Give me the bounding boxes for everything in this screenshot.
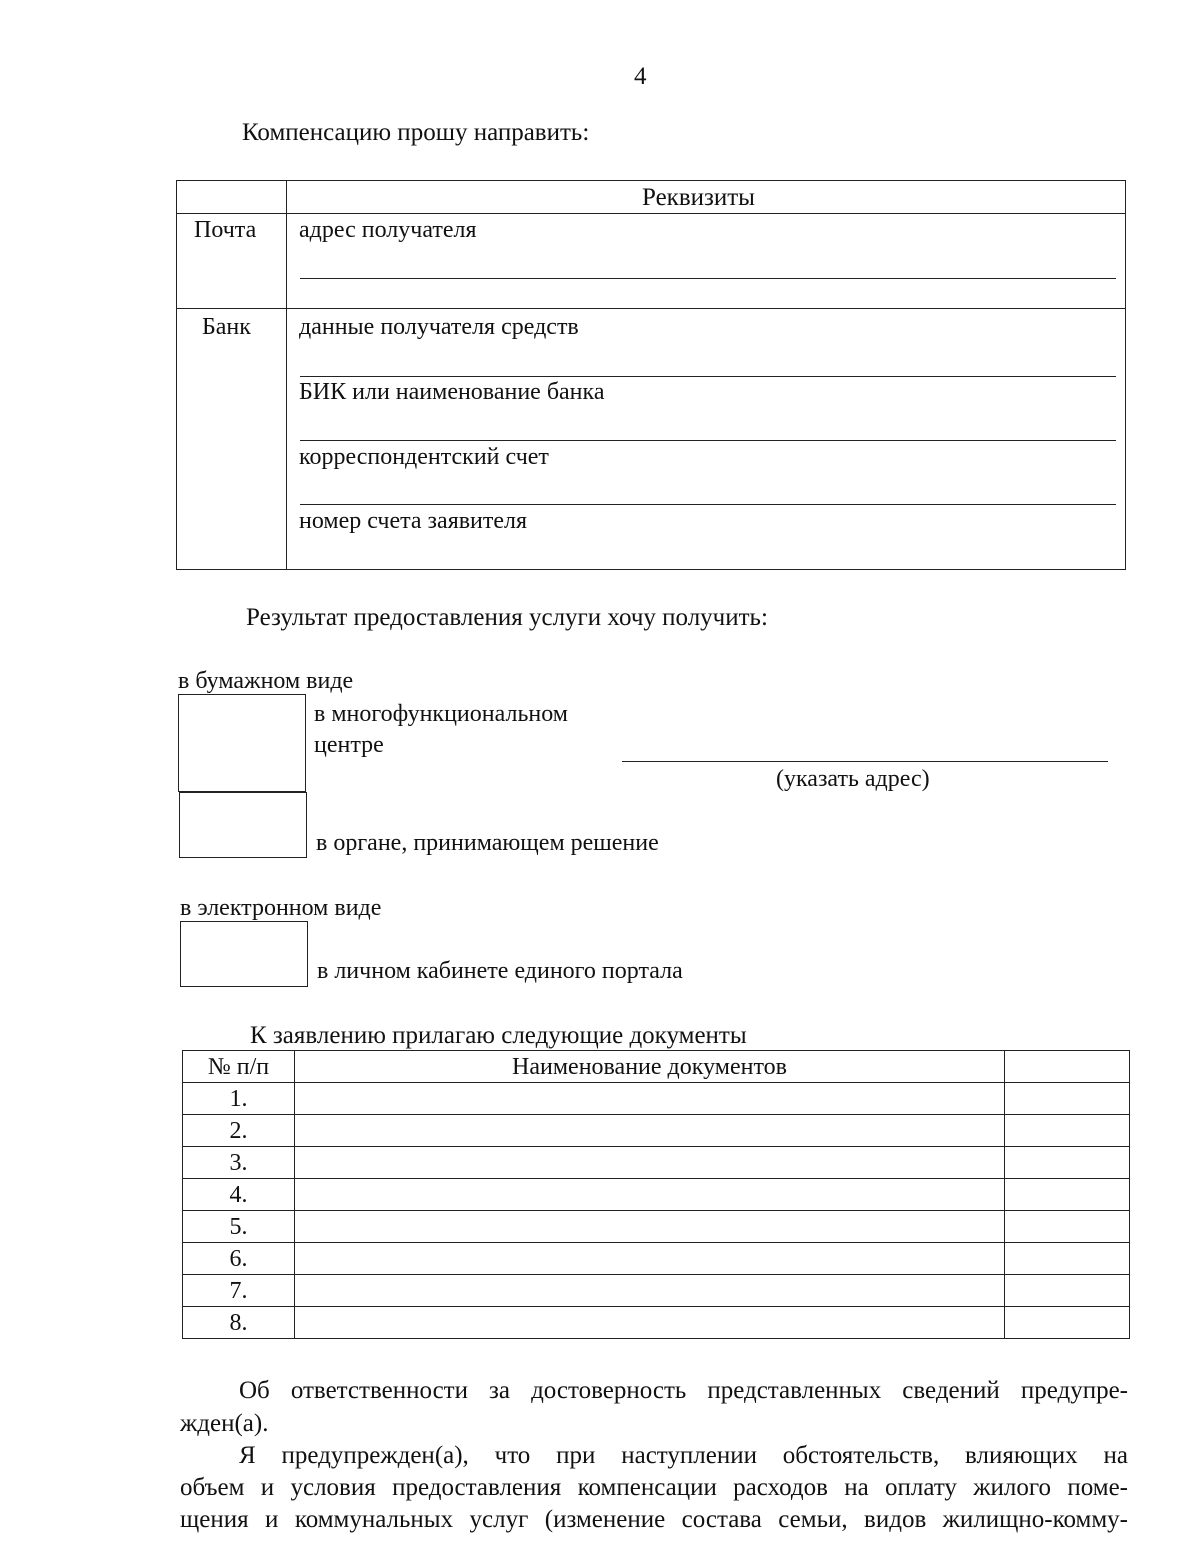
bank-bik-line[interactable] (300, 440, 1116, 441)
authority-option-label: в органе, принимающем решение (316, 830, 659, 856)
documents-table (182, 1050, 1130, 1339)
document-name-cell[interactable] (295, 1147, 1005, 1179)
table-row (183, 1243, 1130, 1275)
documents-table-header-row (183, 1051, 1130, 1083)
table-row (183, 1083, 1130, 1115)
document-name-cell[interactable] (295, 1243, 1005, 1275)
responsibility-paragraph-line1: Об ответственности за достоверность представленных сведений предупре- (239, 1377, 1128, 1404)
document-extra-cell[interactable] (1005, 1243, 1130, 1275)
table-row (183, 1211, 1130, 1243)
electronic-section-title: в электронном виде (180, 895, 382, 921)
requisites-row-label-mail: Почта (194, 217, 257, 243)
portal-option-label: в личном кабинете единого портала (317, 958, 683, 984)
mfc-option-label-line2: центре (314, 732, 384, 758)
document-row-number: 5. (183, 1211, 295, 1243)
responsibility-paragraph-line2: жден(а). (180, 1410, 269, 1437)
document-extra-cell[interactable] (1005, 1147, 1130, 1179)
result-heading: Результат предоставления услуги хочу получить: (246, 604, 768, 631)
document-row-number: 6. (183, 1243, 295, 1275)
documents-table-caption: К заявлению прилагаю следующие документы (250, 1022, 747, 1049)
portal-checkbox[interactable] (180, 921, 308, 987)
warning-paragraph-line3: щения и коммунальных услуг (изменение состава семьи, видов жилищно-комму- (180, 1506, 1128, 1533)
table-row (183, 1307, 1130, 1339)
document-row-number: 8. (183, 1307, 295, 1339)
requisites-table (176, 180, 1126, 570)
requisites-row-divider (176, 308, 1126, 309)
document-extra-cell[interactable] (1005, 1179, 1130, 1211)
table-row (183, 1179, 1130, 1211)
mfc-option-label-line1: в многофункциональном (314, 701, 568, 727)
table-row (183, 1275, 1130, 1307)
document-name-cell[interactable] (295, 1211, 1005, 1243)
warning-paragraph-line1: Я предупрежден(а), что при наступлении обстоятельств, влияющих на (239, 1442, 1128, 1469)
applicant-account-label: номер счета заявителя (299, 508, 528, 534)
documents-header-extra (1005, 1051, 1130, 1083)
document-name-cell[interactable] (295, 1115, 1005, 1147)
document-extra-cell[interactable] (1005, 1275, 1130, 1307)
document-extra-cell[interactable] (1005, 1307, 1130, 1339)
documents-header-number: № п/п (183, 1051, 295, 1083)
recipient-data-label: данные получателя средств (299, 314, 579, 340)
mfc-checkbox[interactable] (178, 694, 306, 792)
mfc-address-hint: (указать адрес) (776, 766, 930, 792)
document-name-cell[interactable] (295, 1307, 1005, 1339)
recipient-address-line[interactable] (300, 278, 1116, 279)
document-row-number: 1. (183, 1083, 295, 1115)
table-row (183, 1115, 1130, 1147)
document-row-number: 7. (183, 1275, 295, 1307)
document-extra-cell[interactable] (1005, 1083, 1130, 1115)
document-extra-cell[interactable] (1005, 1211, 1130, 1243)
document-name-cell[interactable] (295, 1179, 1005, 1211)
recipient-address-label: адрес получателя (299, 217, 477, 243)
bank-bik-label: БИК или наименование банка (299, 379, 605, 405)
paper-section-title: в бумажном виде (178, 668, 354, 694)
recipient-data-line[interactable] (300, 376, 1116, 377)
document-extra-cell[interactable] (1005, 1115, 1130, 1147)
document-row-number: 2. (183, 1115, 295, 1147)
correspondent-account-label: корреспондентский счет (299, 444, 549, 470)
document-row-number: 4. (183, 1179, 295, 1211)
document-name-cell[interactable] (295, 1275, 1005, 1307)
warning-paragraph-line2: объем и условия предоставления компенсации расходов на оплату жилого поме- (180, 1474, 1128, 1501)
table-row (183, 1147, 1130, 1179)
authority-checkbox[interactable] (179, 792, 307, 858)
documents-header-name: Наименование документов (295, 1051, 1005, 1083)
requisites-column-divider (286, 180, 287, 570)
requisites-row-label-bank: Банк (202, 314, 251, 340)
mfc-address-line[interactable] (622, 761, 1108, 762)
requisites-header: Реквизиты (642, 184, 755, 211)
correspondent-account-line[interactable] (300, 504, 1116, 505)
compensation-heading: Компенсацию прошу направить: (242, 119, 590, 146)
page-number: 4 (634, 63, 647, 90)
document-row-number: 3. (183, 1147, 295, 1179)
requisites-header-divider (176, 213, 1126, 214)
document-name-cell[interactable] (295, 1083, 1005, 1115)
